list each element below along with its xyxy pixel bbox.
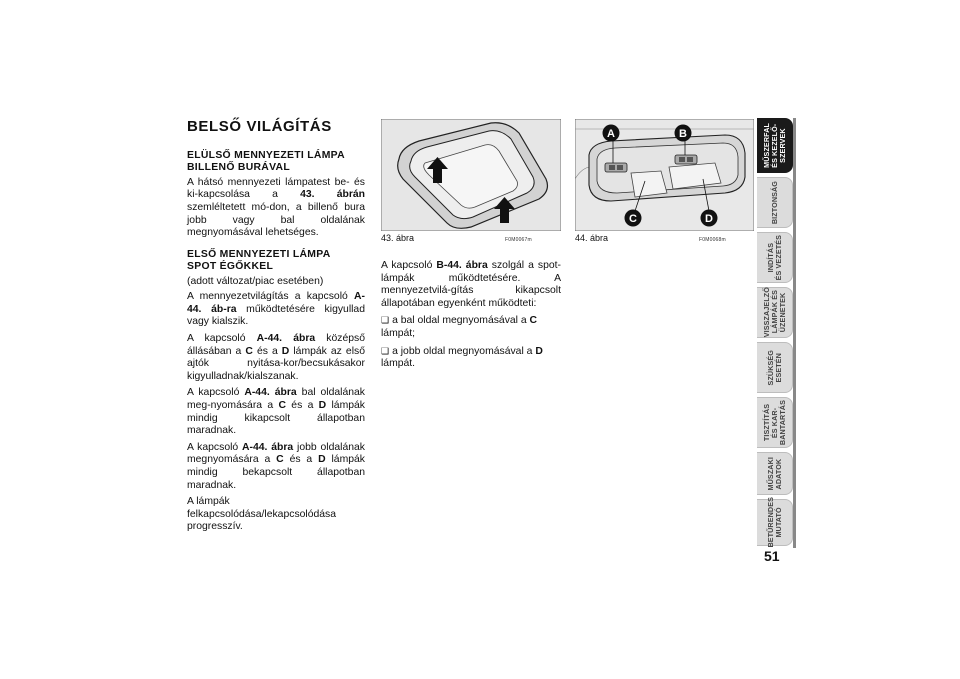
- figure-43: [381, 119, 561, 243]
- page-number: 51: [764, 548, 780, 564]
- tab-emergency[interactable]: [757, 342, 793, 393]
- paragraph: A kapcsoló A-44. ábra középső állásában a C és a D lámpák az első ajtók nyitása-kor/becsukásakor kigyulladnak/kialszanak.: [187, 332, 365, 382]
- bullet-item: ❑ a jobb oldal megnyomásával a D lámpát.: [381, 345, 561, 371]
- subsection-title-line: ELÜLSŐ MENNYEZETI LÁMPA: [187, 150, 345, 161]
- tab-label: SZÜKSÉG ESETÉN: [765, 349, 783, 386]
- paragraph: A kapcsoló B-44. ábra szolgál a spot-lámpák működtetésére. A mennyezetvilá-gítás kikapcsolt állapotában egyenként működteti:: [381, 260, 562, 309]
- front-spot-lamp-illustration: [575, 119, 754, 231]
- paragraph: A kapcsoló A-44. ábra bal oldalának meg-nyomására a C és a D lámpák mindig kikapcsolt állapotban maradnak.: [187, 387, 366, 437]
- tab-index[interactable]: [757, 499, 793, 546]
- figure-label-b: B: [679, 128, 687, 140]
- figure-label-c: C: [629, 213, 637, 225]
- tab-maintenance[interactable]: [757, 397, 793, 448]
- tab-label: INDÍTÁS ÉS VEZETÉS: [765, 234, 783, 281]
- tab-label: TISZTÍTÁS ÉS KAR- BANTARTÁS: [761, 399, 787, 446]
- section-title: BELSŐ VILÁGÍTÁS: [187, 118, 332, 135]
- paragraph: A kapcsoló A-44. ábra jobb oldalának megnyomására a C és a D lámpák mindig bekapcsolt állapotban maradnak.: [187, 441, 366, 491]
- subsection-title-line: ELSŐ MENNYEZETI LÁMPA: [187, 248, 331, 260]
- tab-safety[interactable]: [757, 177, 793, 228]
- figure-label-d: D: [705, 213, 713, 225]
- paragraph: A lámpák felkapcsolódása/lekapcsolódása progresszív.: [187, 496, 337, 533]
- tab-label: VISSZAJELZŐ LÁMPÁK ÉS ÜZENETEK: [761, 287, 787, 338]
- rear-dome-lamp-illustration: [381, 119, 561, 231]
- figure-label-a: A: [607, 128, 615, 140]
- subsection-title-line: BILLENŐ BURÁVAL: [187, 162, 291, 174]
- left-text-column: [187, 118, 365, 538]
- paragraph: A hátsó mennyezeti lámpatest be- és ki-kapcsolása a 43. ábrán szemléltetett mó-don, a billenő bura jobb vagy bal oldalának megnyomásával lehetséges.: [187, 176, 365, 239]
- tab-label: MŰSZERFAL ÉS KEZELŐ- SZERVEK: [761, 123, 787, 168]
- figure-caption: 44. ábra: [575, 233, 609, 243]
- variant-note: (adott változat/piac esetében): [187, 275, 324, 287]
- figure-code: F0M0067m: [505, 237, 532, 243]
- tab-technical-data[interactable]: [757, 452, 793, 495]
- figure-caption: 43. ábra: [381, 233, 415, 243]
- tab-label: MŰSZAKI ADATOK: [765, 456, 783, 491]
- figure-44: [575, 119, 754, 243]
- tab-rail: [793, 118, 796, 548]
- tab-starting-driving[interactable]: [757, 232, 793, 283]
- tab-warning-lights[interactable]: [757, 287, 793, 338]
- tab-label: BIZTONSÁG: [769, 180, 779, 225]
- bullet-item: ❑ a bal oldal megnyomásával a C lámpát;: [381, 314, 561, 340]
- tab-dashboard-controls[interactable]: [757, 118, 793, 173]
- right-text-column: [381, 260, 561, 375]
- subsection-title-spot-lamp: [187, 249, 365, 274]
- tab-label: BETŰRENDES MUTATÓ: [765, 497, 783, 548]
- subsection-title-line: SPOT ÉGŐKKEL: [187, 261, 274, 273]
- subsection-title-rear-lamp: [187, 150, 365, 175]
- paragraph: A mennyezetvilágítás a kapcsoló A-44. áb-ra működtetésére kigyullad vagy kialszik.: [187, 291, 365, 328]
- figure-code: F0M0068m: [699, 237, 726, 243]
